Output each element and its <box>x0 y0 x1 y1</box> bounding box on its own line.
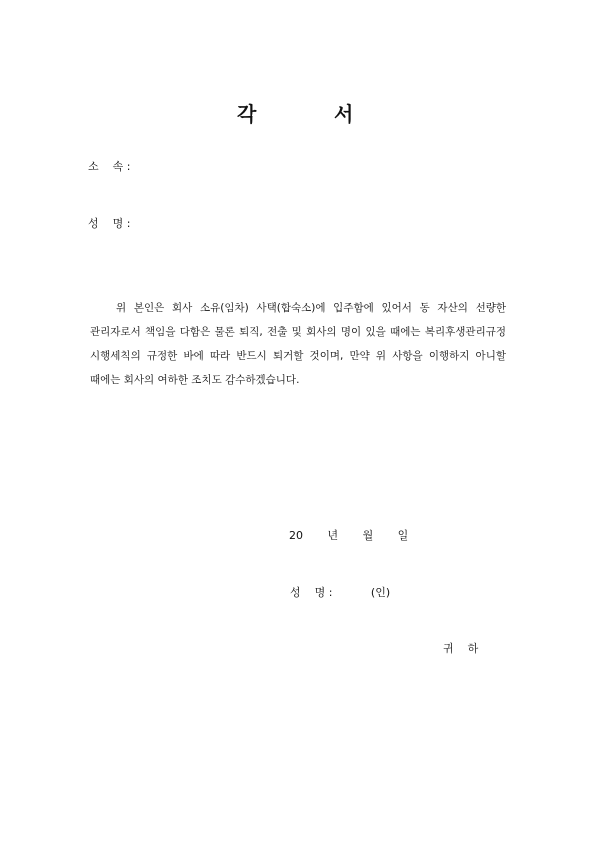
title-char-left: 각 <box>237 102 257 126</box>
title-char-right: 서 <box>334 102 354 126</box>
signature-line: 성 명 : (인) <box>290 586 391 599</box>
affiliation-label: 소 속 : <box>88 160 131 173</box>
pledge-body-text: 위 본인은 회사 소유(임차) 사택(합숙소)에 입주함에 있어서 동 자산의 선량한 관리자로서 책임을 다함은 물론 퇴직, 전출 및 회사의 명이 있을 때에는 복리후생관리규정 시행세칙의 규정한 바에 따라 반드시 퇴거할 것이며, 만약 위 사항을 이행하지 아니할 때에는 회사의 여하한 조치도 감수하겠습니다. <box>90 302 506 386</box>
document-title <box>0 100 595 128</box>
name-label: 성 명 : <box>88 217 131 230</box>
date-line: 20 년 월 일 <box>289 529 409 542</box>
addressee: 귀 하 <box>443 642 479 655</box>
